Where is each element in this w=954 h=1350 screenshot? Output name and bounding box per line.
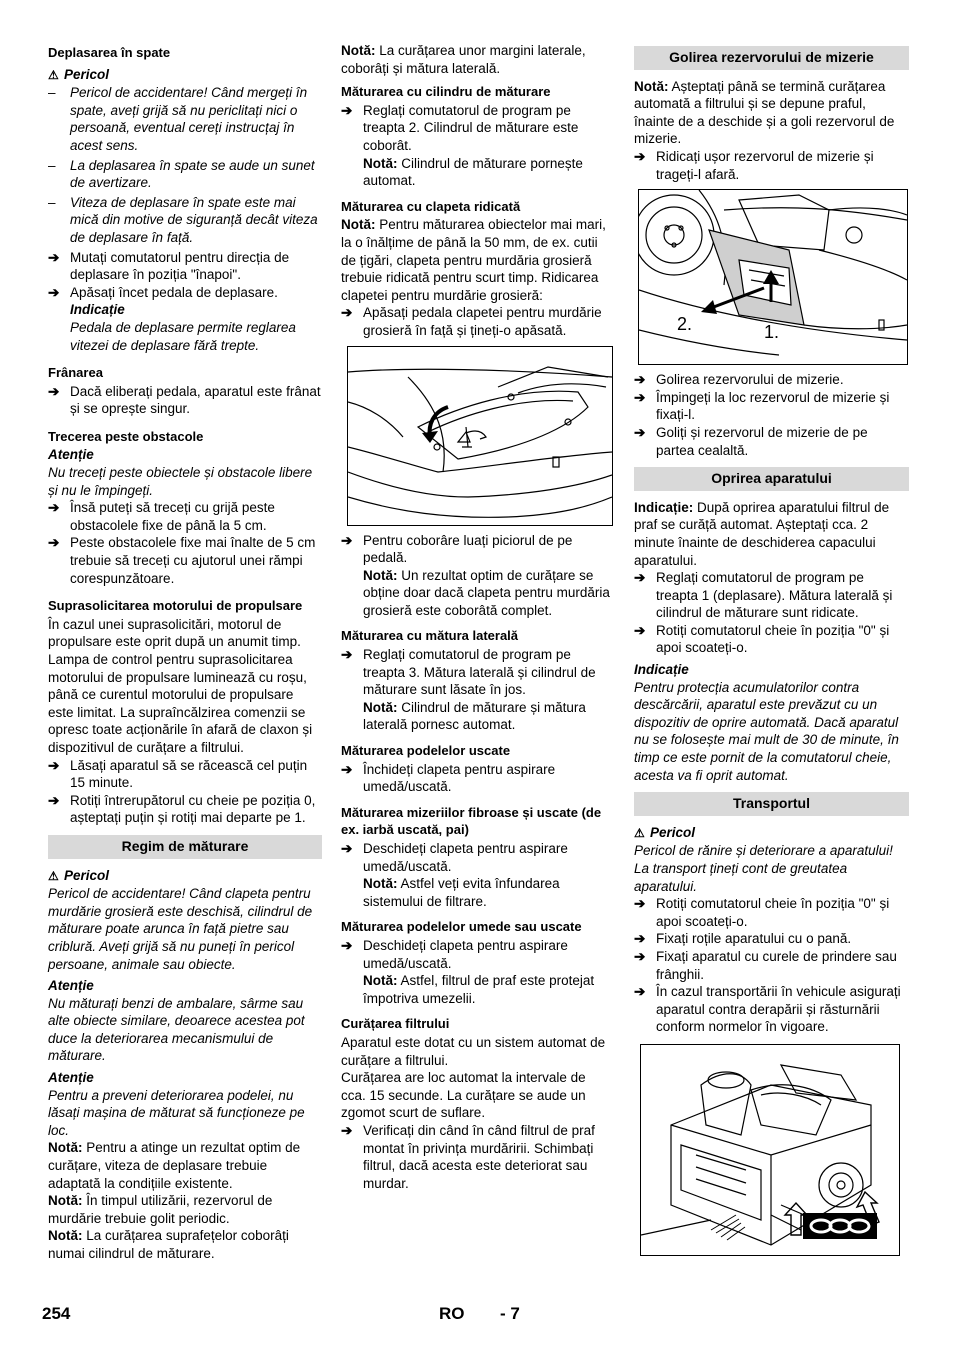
filter-text: Aparatul este dotat cu un sistem automat de curățare a filtrului. (341, 1034, 606, 1068)
instruction: ➔ Lăsați aparatul să se răcească cel puțin 15 minute. (48, 757, 308, 791)
page-number: 254 (42, 1304, 71, 1323)
filter-text: Curățarea are loc automat la intervale de cca. 15 secunde. La curățare se aude un zgomot scurt de suflare. (341, 1070, 586, 1121)
arrow-icon: ➔ (634, 570, 646, 586)
instruction: ➔ Deschideți clapeta pentru aspirare umedă/uscată. (341, 841, 568, 874)
arrow-icon: ➔ (341, 647, 353, 663)
instruction: ➔ Fixați aparatul cu curele de prindere sau frânghii. (634, 948, 897, 982)
instruction: ➔ Deschideți clapeta pentru aspirare umedă/uscată. (341, 937, 568, 971)
arrow-icon: ➔ (634, 622, 646, 638)
arrow-icon: ➔ (341, 937, 353, 953)
arrow-icon: ➔ (634, 424, 646, 440)
dash-item: – Viteza de deplasare în spate este mai mică din motive de siguranță decât viteza de deplasare în față. (48, 194, 318, 245)
note: Notă: Așteptați până se termină curățarea automată a filtrului și se depune praful, înainte de a deschide și a goli rezervorul de mizerie. (634, 78, 895, 147)
heading-side-broom: Măturarea cu mătura laterală (341, 628, 519, 644)
warning-triangle-icon: ⚠ (48, 67, 59, 82)
attention-text: Nu treceți peste obiectele și obstacole libere și nu le împingeți. (48, 465, 313, 498)
arrow-icon: ➔ (48, 383, 60, 399)
arrow-icon: ➔ (341, 305, 353, 321)
heading-filter: Curățarea filtrului (341, 1016, 450, 1032)
instruction: ➔ Împingeți la loc rezervorul de mizerie și fixați-l. (634, 389, 890, 423)
figure-transport (640, 1044, 900, 1256)
arrow-icon: ➔ (634, 896, 646, 912)
instruction: ➔ Închideți clapeta pentru aspirare umedă/uscată. (341, 761, 556, 795)
heading-obstacles: Trecerea peste obstacole (48, 428, 204, 444)
arrow-icon: ➔ (48, 500, 60, 516)
note-text: Pentru protecția acumulatorilor contra descărcării, aparatul este prevăzut cu un dispozitiv de oprire automată. Dacă aparatul nu se folosește mai mult de 30 de minute, în timp ce este pornit de la comutatorul cheie, acesta va fi oprit automat. (634, 679, 899, 783)
attention-text: Pentru a preveni deteriorarea podelei, nu lăsați mașina de măturat să funcționeze pe loc. (48, 1087, 305, 1138)
note: Notă: În timpul utilizării, rezervorul de murdărie trebuie golit periodic. (48, 1193, 273, 1226)
arrow-icon: ➔ (341, 532, 353, 548)
instruction: ➔ Însă puteți să treceți cu grijă peste obstacolele fixe de până la 5 cm. (48, 500, 275, 533)
note: Notă: Cilindrul de măturare și mătura laterală pornesc automat. (363, 699, 586, 733)
figure-hopper (638, 189, 908, 365)
warning-danger: ⚠ Pericol (48, 66, 322, 85)
warning-text: Pericol de accidentare! Când clapeta pentru murdărie grosieră este deschisă, cilindrul de măturare poate arunca în față pietre sau criblură. Aveți grijă să nu puneți în pericol persoane, animale sau obiecte. (48, 886, 313, 972)
arrow-icon: ➔ (634, 148, 646, 164)
arrow-icon: ➔ (634, 372, 646, 388)
instruction: ➔ Dacă eliberați pedala, aparatul este frânat și se oprește singur. (48, 383, 321, 417)
section-bar-transport: Transportul (634, 792, 909, 816)
instruction: ➔ Apăsați încet pedala de deplasare. (48, 284, 278, 300)
attention-label: Atenție (48, 1070, 94, 1086)
pedal-illustration (348, 347, 612, 525)
arrow-icon: ➔ (48, 284, 60, 300)
heading-flap: Măturarea cu clapeta ridicată (341, 198, 521, 214)
note-label: Indicație (634, 662, 689, 678)
figure-label-2: 2. (677, 314, 693, 335)
note: Notă: Pentru a atinge un rezultat optim de curățare, viteza de deplasare trebuie adaptată la condițiile existente. (48, 1140, 301, 1191)
heading-reverse: Deplasarea în spate (48, 45, 171, 60)
instruction: ➔ Apăsați pedala clapetei pentru murdărie grosieră în față și țineți-o apăsată. (341, 305, 602, 338)
dash-item: – Pericol de accidentare! Când mergeți în spate, aveți grijă să nu periclitați nici o persoană, eventual cereți instrucțaj în acest sens. (48, 85, 308, 153)
instruction: ➔ Rotiți comutatorul cheie în poziția "0" și apoi scoateți-o. (634, 622, 890, 656)
heading-roller: Măturarea cu cilindru de măturare (341, 84, 551, 100)
heading-wet-floors: Măturarea podelelor umede sau uscate (341, 919, 582, 935)
note: Notă: Pentru măturarea obiectelor mai mari, la o înălțime de până la 50 mm, de ex. cutii de țigări, clapeta pentru murdăria grosieră trebuie ridicată pentru scurt timp. Ridicarea clapetei pentru murdărie grosieră: (341, 217, 606, 303)
instruction: ➔ Golirea rezervorului de mizerie. (634, 372, 844, 388)
arrow-icon: ➔ (634, 389, 646, 405)
instruction: ➔ Goliți și rezervorul de mizerie de pe partea cealaltă. (634, 424, 868, 458)
warning-triangle-icon: ⚠ (48, 868, 59, 883)
column-left (48, 40, 322, 1263)
note: Notă: Cilindrul de măturare pornește automat. (363, 155, 583, 189)
note: Notă: Un rezultat optim de curățare se obține doar dacă clapeta pentru murdăria grosieră este coborâtă complet. (363, 567, 610, 618)
instruction: ➔ Rotiți întrerupătorul cu cheie pe poziția 0, așteptați puțin și rotiți mai departe pe 1. (48, 792, 316, 826)
hopper-illustration (639, 190, 907, 364)
section-bar-shutdown: Oprirea aparatului (634, 467, 909, 491)
figure-label-1: 1. (764, 322, 780, 343)
warning-text: Pericol de rănire și deteriorare a aparatului! La transport țineți cont de greutatea aparatului. (634, 843, 893, 894)
instruction: ➔ Mutați comutatorul pentru direcția de deplasare în poziția "înapoi". (48, 249, 290, 283)
warning-danger: ⚠ Pericol (48, 867, 322, 886)
attention-text: Nu măturați benzi de ambalare, sârme sau alte obiecte similare, deoarece acestea pot duce la deteriorarea mecanismului de măturare. (48, 995, 305, 1064)
arrow-icon: ➔ (48, 757, 60, 773)
arrow-icon: ➔ (341, 1122, 353, 1138)
arrow-icon: ➔ (341, 102, 353, 118)
arrow-icon: ➔ (341, 761, 353, 777)
note-text: Pedala de deplasare permite reglarea vitezei de deplasare fără trepte. (70, 319, 296, 353)
column-right (634, 40, 909, 1262)
note: Indicație: După oprirea aparatului filtrul de praf se curăță automat. Așteptați cca. 2 minute înainte de deschiderea capacului aparatului. (634, 499, 890, 568)
heading-dry-floors: Măturarea podelelor uscate (341, 743, 511, 759)
arrow-icon: ➔ (48, 792, 60, 808)
note: Notă: La curățarea unor margini laterale, coborâți și mătura laterală. (341, 43, 586, 76)
instruction: ➔ Reglați comutatorul de program pe treapta 3. Mătura laterală și cilindrul de măturare sunt lăsate în jos. (341, 647, 596, 698)
instruction: ➔ Verificați din când în când filtrul de praf montat în privința murdăririi. Schimbați filtrul, dacă acesta este deteriorat sau murdar. (341, 1122, 595, 1191)
attention-label: Atenție (48, 447, 94, 463)
heading-fibrous: Măturarea mizeriilor fibroase și uscate (de ex. iarbă uscată, pai) (341, 804, 602, 838)
note: Notă: La curățarea suprafețelor coborâți numai cilindrul de măturare. (48, 1228, 289, 1261)
note: Notă: Astfel veți evita înfundarea sistemului de filtrare. (363, 876, 560, 909)
language-code: RO (439, 1304, 465, 1323)
arrow-icon: ➔ (634, 984, 646, 1000)
heading-overload: Suprasolicitarea motorului de propulsare (48, 598, 303, 614)
arrow-icon: ➔ (48, 249, 60, 265)
column-middle (341, 40, 613, 1192)
dash-item: – La deplasarea în spate se aude un sunet de avertizare. (48, 157, 315, 191)
sweeper-illustration (641, 1045, 899, 1255)
arrow-icon: ➔ (634, 948, 646, 964)
section-bar-sweeping: Regim de măturare (48, 835, 322, 859)
arrow-icon: ➔ (48, 535, 60, 551)
heading-brake: Frânarea (48, 365, 103, 381)
instruction: ➔ Reglați comutatorul de program pe treapta 1 (deplasare). Mătura laterală și cilindrul de măturare sunt ridicate. (634, 570, 893, 621)
arrow-icon: ➔ (341, 841, 353, 856)
instruction: ➔ Fixați roțile aparatului cu o pană. (634, 931, 852, 947)
section-bar-empty-hopper: Golirea rezervorului de mizerie (634, 46, 909, 70)
instruction: ➔ Pentru coborâre luați piciorul de pe pedală. (341, 532, 573, 566)
instruction: ➔ Rotiți comutatorul cheie în poziția "0" și apoi scoateți-o. (634, 896, 890, 929)
instruction: ➔ Ridicați ușor rezervorul de mizerie și trageți-l afară. (634, 148, 874, 182)
instruction: ➔ În cazul transportării în vehicule asigurați aparatul contra derapării și răsturnării conform normelor în vigoare. (634, 984, 901, 1035)
warning-danger: ⚠ Pericol (634, 824, 909, 843)
arrow-icon: ➔ (634, 931, 646, 947)
instruction: ➔ Reglați comutatorul de program pe treapta 2. Cilindrul de măturare este coborât. (341, 102, 579, 153)
note-label: Indicație (70, 302, 125, 318)
sub-page-number: - 7 (500, 1304, 520, 1323)
attention-label: Atenție (48, 978, 94, 994)
warning-triangle-icon: ⚠ (634, 825, 645, 840)
instruction: ➔ Peste obstacolele fixe mai înalte de 5 cm trebuie să treceți cu ajutorul unei rămpi corespunzătoare. (48, 535, 316, 586)
figure-flap-pedal (347, 346, 613, 526)
overload-text: În cazul unei suprasolicitări, motorul de propulsare este oprit după un anumit timp. Lampa de control pentru suprasolicitarea motorului de propulsare luminează cu roșu, până ce curentul motorului de propulsare este limitat. La supraîncălzirea comenzii se opresc toate acționările în afară de claxon și dispozitivul de curățare a filtrului. (48, 616, 313, 755)
note: Notă: Astfel, filtrul de praf este protejat împotriva umezelii. (363, 973, 595, 1006)
